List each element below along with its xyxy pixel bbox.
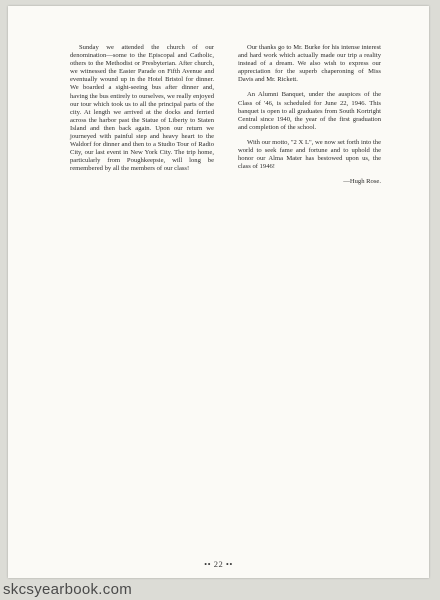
site-watermark: skcsyearbook.com (3, 581, 133, 598)
left-paragraph-1: Sunday we attended the church of our denomination—some to the Episcopal and Catholic, others to the Methodist or Presbyterian. After church, we witnessed the Easter Parade on Fifth Avenue and eventually wound up in the Hotel Bristol for dinner. We boarded a sight-seeing bus after dinner and, having the bus entirely to ourselves, we really enjoyed our tour which took us to all the principal parts of the city. At length we arrived at the docks and ferried across the harbor past the Statue of Liberty to Staten Island and then back again. Upon our return we journeyed with painful step and heavy heart to the Waldorf for dinner and then to a Studio Tour of Radio City, our last event in New York City. The trip home, particularly from Poughkeepsie, will long be remembered by all the members of our class! (70, 44, 214, 173)
page-number: •• 22 •• (204, 559, 233, 569)
right-paragraph-1: Our thanks go to Mr. Burke for his intense interest and hard work which actually made our trip a reality instead of a dream. We also wish to express our appreciation for the superb chaperoning of Miss Davis and Mr. Rickett. (238, 44, 381, 84)
author-signature: —Hugh Rose. (343, 178, 381, 186)
left-column (70, 44, 214, 181)
right-paragraph-3: With our motto, "2 X L", we now set forth into the world to seek fame and fortune and to uphold the honor our Alma Mater has bestowed upon us, the class of 1946! (238, 138, 381, 171)
right-paragraph-2: An Alumni Banquet, under the auspices of the Class of '46, is scheduled for June 22, 1946. This banquet is open to all graduates from South Kortright Central since 1940, the year of the first graduation and completion of the school. (238, 91, 381, 131)
yearbook-page (8, 6, 429, 578)
right-column (238, 44, 381, 186)
